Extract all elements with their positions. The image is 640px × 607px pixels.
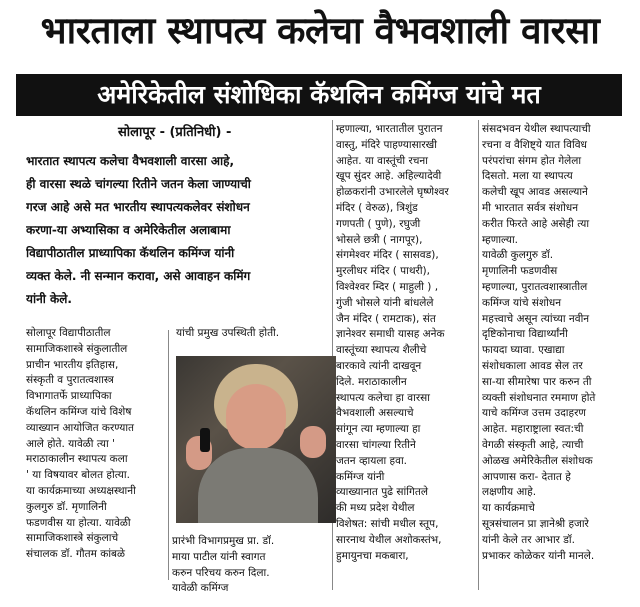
text-line: गुंजी भोसले यांनी बांधलेले	[336, 296, 434, 309]
text-line: सांगून त्या म्हणाल्या हा	[336, 423, 421, 436]
text-line: विद्यापीठातील प्राध्यापिका कॅथलिन कमिंग्ज यांनी	[26, 246, 235, 260]
text-line: वारसा चांगल्या रितीने	[336, 438, 416, 451]
text-line: वैभवशाली असल्याचे	[336, 407, 414, 420]
text-line: वास्तु, मंदिरे पाहण्यासारखी	[336, 138, 437, 151]
text-line: संचालक डॉ. गौतम कांबळे	[26, 548, 126, 561]
text-line: प्रारंभी विभागप्रमुख प्रा. डॉ.	[172, 535, 275, 547]
text-line: फडणवीस या होत्या. यावेळी	[26, 516, 131, 529]
text-line: जतन व्हायला हवा.	[336, 454, 408, 467]
text-line: भारतात स्थापत्य कलेचा वैभवशाली वारसा आहे,	[26, 154, 235, 168]
text-line: ही वारसा स्थळे चांगल्या रितीने जतन केला जाण्याची	[26, 177, 251, 191]
text-line: विभागातर्फे प्राध्यापिका	[26, 390, 112, 403]
text-line: करुन परिचय करुन दिला.	[172, 566, 270, 579]
text-line: मंदिर ( वेरुळ), त्रिशुंड	[336, 201, 418, 214]
subheadline-banner: अमेरिकेतील संशोधिका कॅथलिन कमिंग्ज यांचे मत	[16, 74, 622, 116]
text-line: मराठाकालीन स्थापत्य कला	[26, 453, 128, 466]
column-divider	[168, 330, 169, 580]
text-line: गणपती ( पुणे), रघुजी	[336, 217, 421, 230]
text-line: स्थापत्य कलेचा हा वारसा	[336, 391, 430, 404]
text-line: कुलगुरु डॉ. मृणालिनी	[26, 500, 107, 513]
text-line: महत्त्वाचे असून त्यांच्या नवीन	[482, 312, 590, 325]
text-line: आले होते. यावेळी त्या '	[26, 437, 115, 450]
text-line: विशेषत: सांची मधील स्तूप,	[336, 517, 439, 530]
body-column-2	[172, 534, 340, 597]
text-line: करणा-या अभ्यासिका व अमेरिकेतील अलाबामा	[26, 223, 231, 237]
text-line: प्रभाकर कोळेकर यांनी मानले.	[482, 549, 595, 562]
body-column-2-intro	[176, 326, 332, 342]
text-line: की मध्य प्रदेश येथील	[336, 502, 415, 515]
text-line: सारनाथ येथील अशोकस्तंभ,	[336, 533, 442, 546]
text-line: सोलापूर विद्यापीठातील	[26, 327, 111, 339]
text-line: सूत्रसंचालन प्रा ज्ञानेश्री हजारे	[482, 517, 589, 530]
text-line: कमिंग्ज यांनी	[336, 470, 385, 483]
text-line: या कार्यक्रमाचे	[482, 502, 535, 515]
text-line: व्यक्ती संशोधनात रममाण होते	[482, 391, 596, 404]
text-line: मृणालिनी फडणवीस	[482, 265, 558, 278]
text-line: गरज आहे असे मत भारतीय स्थापत्यकलेवर संशोधन	[26, 200, 250, 214]
text-line: यांची प्रमुख उपस्थिती होती.	[176, 327, 280, 339]
text-line: यावेळी कमिंग्ज	[172, 582, 229, 595]
text-line: म्हणाल्या.	[482, 233, 519, 246]
text-line: विश्वेश्वर म्दिर ( माहुली ) ,	[336, 280, 439, 293]
text-line: आहेत. महाराष्ट्राला स्वत:ची	[482, 423, 584, 436]
text-line: व्याख्यान आयोजित करण्यात	[26, 421, 135, 434]
text-line: फायदा घ्यावा. एखाद्या	[482, 344, 565, 357]
text-line: रचना व वैशिष्ट्ये यात विविध	[482, 138, 587, 151]
text-line: बारकावे त्यांनी दाखवून	[336, 359, 422, 372]
text-line: याचे कमिंग्ज उत्तम उदाहरण	[482, 407, 586, 420]
text-line: भोसले छत्री ( नागपूर),	[336, 233, 423, 246]
text-line: सामाजिकशास्त्रे संकुलातील	[26, 342, 128, 355]
text-line: ' या विषयावर बोलत होत्या.	[26, 469, 130, 482]
text-line: व्यक्त केले. नी सन्मान करावा, असे आवाहन कमिंग	[26, 269, 251, 283]
speaker-photo	[176, 356, 336, 523]
text-line: जैन मंदिर ( रामटाक), संत	[336, 312, 436, 325]
text-line: आहेत. या वास्तूंची रचना	[336, 154, 428, 167]
text-line: कॅथलिन कमिंग्ज यांचे विशेष	[26, 405, 132, 418]
text-line: होळकरांनी उभारलेले घृष्णेश्वर	[336, 186, 449, 199]
text-line: कलेची खूप आवड असल्याने	[482, 186, 588, 199]
body-column-3	[336, 122, 476, 564]
text-line: संगमेश्वर मंदिर ( सासवड),	[336, 249, 439, 262]
text-line: मी भारतात सर्वत्र संशोधन	[482, 201, 579, 214]
body-column-1	[26, 326, 166, 563]
text-line: म्हणाल्या, पुरातत्वशास्त्रातील	[482, 280, 588, 293]
text-line: या कार्यक्रमाच्या अध्यक्षस्थानी	[26, 484, 136, 497]
lead-paragraph	[26, 150, 326, 311]
text-line: आपणास करा- देतात हे	[482, 470, 571, 483]
text-line: माया पाटील यांनी स्वागत	[172, 550, 266, 563]
headline: भारताला स्थापत्य कलेचा वैभवशाली वारसा	[40, 9, 600, 52]
text-line: कमिंग्ज यांचे संशोधन	[482, 296, 562, 309]
text-line: हुमायुनचा मकबारा,	[336, 549, 409, 562]
dateline: सोलापूर - (प्रतिनिधी) -	[118, 125, 232, 140]
text-line: यावेळी कुलगुरु डॉ.	[482, 249, 554, 262]
text-line: दृष्टिकोनाचा विद्यार्थ्यांनी	[482, 328, 568, 341]
text-line: म्हणाल्या, भारतातील पुरातन	[336, 123, 443, 135]
text-line: ओळख अमेरिकेतील संशोधक	[482, 454, 593, 467]
text-line: दिले. मराठाकालीन	[336, 375, 407, 388]
text-line: संशोधकाला आवड सेल तर	[482, 359, 583, 372]
body-column-4	[482, 122, 632, 564]
text-line: परंपरांचा संगम होत गेलेला	[482, 154, 582, 167]
column-divider	[478, 120, 479, 590]
text-line: ज्ञानेश्वर समाधी यासह अनेक	[336, 328, 445, 341]
text-line: सा-या सीमारेषा पार करुन ती	[482, 375, 592, 388]
text-line: वेगळी संस्कृती आहे, त्याची	[482, 438, 584, 451]
text-line: प्राचीन भारतीय इतिहास,	[26, 358, 119, 371]
text-line: करीत फिरते आहे असेही त्या	[482, 217, 590, 230]
text-line: खूप सुंदर आहे. अहिल्यादेवी	[336, 170, 442, 183]
text-line: वास्तूंच्या स्थापत्य शैलीचे	[336, 344, 427, 357]
text-line: दिसतो. मला या स्थापत्य	[482, 170, 573, 183]
text-line: व्याख्यानात पुढे सांगितले	[336, 486, 428, 499]
text-line: यांनी केले.	[26, 292, 72, 306]
text-line: संस्कृती व पुरातत्वशास्त्र	[26, 374, 114, 387]
text-line: संसदभवन येथील स्थापत्याची	[482, 123, 591, 135]
text-line: सामाजिकशास्त्रे संकुलाचे	[26, 532, 119, 545]
text-line: यांनी केले तर आभार डॉ.	[482, 533, 575, 546]
text-line: लक्षणीय आहे.	[482, 486, 537, 499]
text-line: मुरलीधर मंदिर ( पाथरी),	[336, 265, 430, 278]
